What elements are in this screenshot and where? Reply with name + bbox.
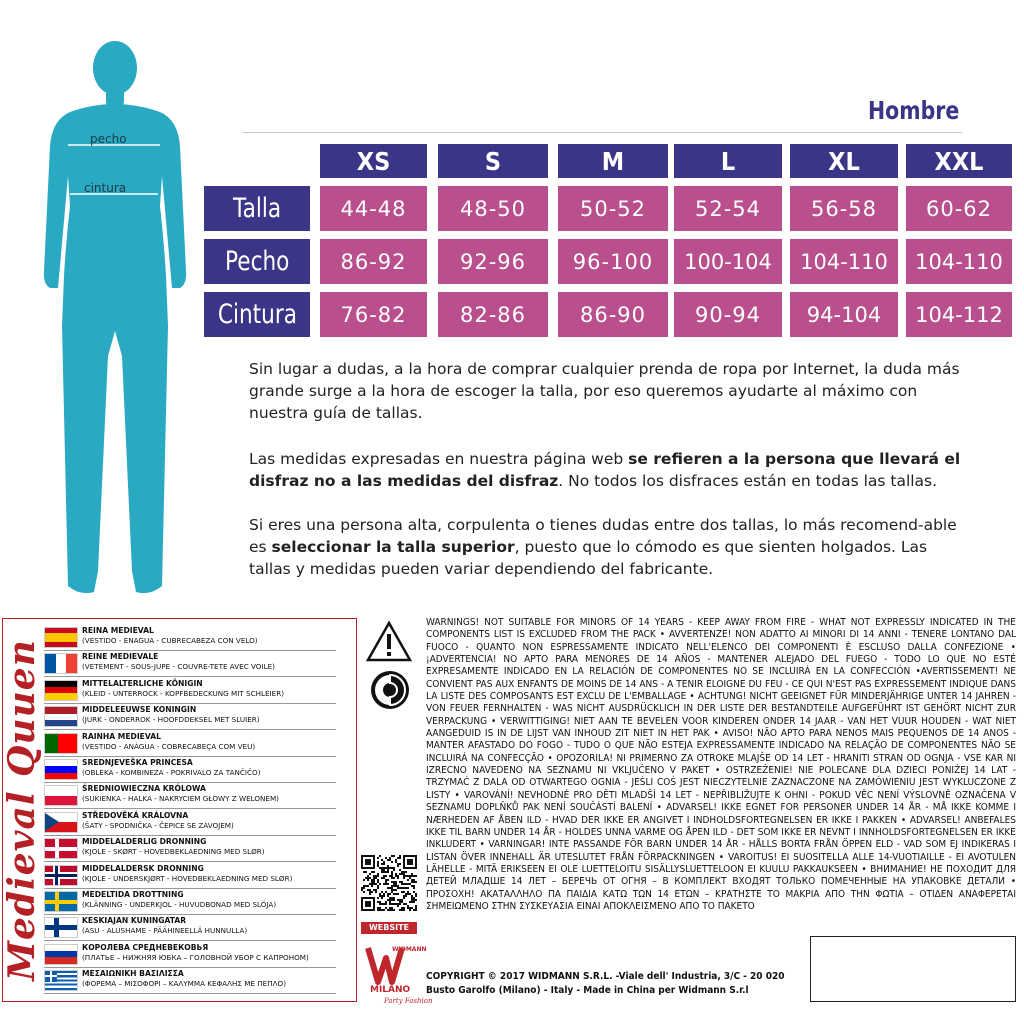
size-header-xl: XL (790, 144, 898, 178)
language-row-spain (44, 624, 336, 651)
language-product-name: RAINHA MEDIEVAL (82, 731, 161, 741)
language-product-contents: (VETEMENT - SOUS-JUPE - COUVRE-TETE AVEC VOILE) (82, 662, 275, 672)
chart-title: Hombre (868, 96, 960, 125)
website-badge: WEBSITE (361, 922, 417, 934)
language-product-contents: (OBLEKA - KOMBINEZA - POKRIVALO ZA TANČIČO) (82, 768, 261, 777)
flag-greece-icon (44, 970, 78, 991)
language-product-name: ŚREDNIOWIECZNA KRÓLOWA (82, 784, 206, 794)
language-product-name: MEDELTIDA DROTTNING (82, 890, 184, 899)
language-row-sweden (44, 888, 336, 915)
label-chest: pecho (90, 132, 127, 146)
language-row-slovenia (44, 756, 336, 783)
cell-pecho-xxl: 104-110 (906, 239, 1012, 284)
cell-cintura-xs: 76-82 (320, 292, 427, 337)
flag-russia-icon (44, 944, 78, 965)
cell-cintura-l: 90-94 (674, 292, 782, 337)
measures-text-a: Las medidas expresadas en nuestra página web (249, 450, 629, 468)
language-product-name: REINE MEDIEVALE (82, 652, 159, 662)
language-product-name: КОРОЛЕВА СРЕДНЕВЕКОВЬЯ (82, 942, 209, 952)
title-divider (242, 132, 962, 133)
flag-czech-icon (44, 812, 78, 833)
widmann-logo-icon (362, 942, 433, 1006)
cell-pecho-s: 92-96 (438, 239, 548, 284)
language-product-contents: (KJOLE - UNDERSKJØRT - HOVEDBEKLAEDNING MED SLØR) (82, 873, 293, 883)
language-product-name: MITTELALTERLICHE KÖNIGIN (82, 678, 203, 688)
language-row-russia (44, 941, 336, 968)
size-header-xs: XS (320, 144, 427, 178)
copyright-line-2: Busto Garolfo (Milano) - Italy - Made in China per Widmann S.r.l (426, 985, 749, 996)
flag-spain-icon (44, 627, 78, 648)
language-product-name: SREDNJEVEŠKA PRINCESA (82, 758, 193, 767)
intro-paragraph: Sin lugar a dudas, a la hora de comprar cualquier prenda de ropa por Internet, la duda más grande surge a la hora de escoger la talla, por eso queremos ayudarte al máximo con nuestra guía de tallas. (249, 360, 960, 422)
flag-finland-icon (44, 917, 78, 938)
language-product-contents: (KJOLE - SKØRT - HOVEDBEKLAEDNING MED SLØR) (82, 847, 265, 857)
row-label-cintura: Cintura (204, 292, 310, 337)
barcode-empty-box (810, 936, 1016, 1002)
advice-paragraph (249, 514, 969, 580)
cell-talla-xxl: 60-62 (906, 186, 1012, 231)
flag-sweden-icon (44, 891, 78, 912)
language-product-contents: (VESTIDO - ANÁGUA - COBRECABEÇA COM VEU) (82, 741, 256, 751)
flag-poland-icon (44, 785, 78, 806)
measures-paragraph (249, 448, 969, 492)
language-product-contents: (ПЛАТЬЕ – НИЖНЯЯ ЮБКА – ГОЛОВНОЙ УБОР С КАПРОНОМ) (82, 952, 309, 962)
safety-warnings-text: WARNINGS! NOT SUITABLE FOR MINORS OF 14 YEARS - KEEP AWAY FROM FIRE - WHAT NOT EXPRESSLY INDICATED IN THE COMPONENTS LIST IS EXCLUDED FROM THE PACK • AVVERTENZE! NON ADATTO AI MINORI DI 14 ANNI - TENERE LONTANO DAL FUOCO - QUANTO NON ESPRESSAMENTE INDICATO NELL'ELENCO DEI COMPONENTI È ESCLUSO DALLA CONFEZIONE • ¡ADVERTENCIA! NO APTO PARA MENORES DE 14 AÑOS - MANTENER ALEJADO DEL FUEGO - TODO LO QUE NO ESTÉ EXPRESAMENTE INDICADO EN LA RELACIÓN DE COMPONENTES NO SE INCLUIRÁ EN LA CONFECCIÓN •AVERTISSEMENT! NE CONVIENT PAS AUX ENFANTS DE MOINS DE 14 ANS - A TENIR ELOIGNE DU FEU - CE QUI N'EST PAS EXPRESSEMENT INDIQUE DANS LA LISTE DES COMPOSANTS EST EXCLU DE L'EMBALLAGE • ACHTUNG! NICHT GEEIGNET FÜR MINDERJÄHRIGE UNTER 14 JAHREN - VON FEUER FERNHALTEN - WAS NICHT AUSDRÜCKLICH IN DER LISTE DER BESTANDTEILE AUFGEFÜHRT IST GEHÖRT NICHT ZUR VERPACKUNG • VERWITTIGING! NIET AAN TE BEVELEN VOOR KINDEREN ONDER 14 JAAR - VAN HET VUUR HOUDEN - WAT NIET AANGEDUID IS IN DE LIJST VAN INHOUD ZIT NIET IN HET PAK • AVISO! NÃO APTO PARA NENOS MAIS PEQUENOS DE 14 ANOS - MANTER AFASTADO DO FOGO - TUDO O QUE NÃO ESTEJA EXPRESSAMENTE INDICADO NA RELAÇÃO DE COMPONENTES NÃO SE INCLUIRÁ NA CONFECÇÃO • OPOZORILA! NI PRIMERNO ZA OTROKE MLAJŠE OD 14 LET - HRANITI STRAN OD OGNJA - VSE KAR NI IZRECNO NAVEDENO NA SEZNAMU NI VKLJUČENO V PAKET • OSTRZEŻENIE! NIE POLECANE DLA DZIECI PONIŻEJ 14 LAT - TRZYMAĆ Z DALA OD OTWARTEGO OGNIA - JEŚLI COŚ JEST NIECZYTELNIE ZAZNACZONE NA ZAMÓWIENIU JEST WYKLUCZONE Z LISTY • VAROVÁNÍ! NEVHODNÉ PRO DĚTI MLADŠÍ 14 LET - NEPŘIBLIŽUJTE K OHNI - POKUD VĚC NENÍ VÝSLOVNĚ OZNAČENA V SEZNAMU DOPLŇKŮ PAK NENÍ SOUČÁSTÍ BALENÍ • ADVARSEL! IKKE EGNET FOR PERSONER UNDER 14 ÅR - MÅ IKKE KOMME I NÆRHEDEN AF ÅBEN ILD - HVAD DER IKKE ER ANGIVET I INDHOLDSFORTEGNELSEN ER IKKE I PAKKEN • ADVARSEL! ANBEFALES IKKE TIL BARN UNDER 14 ÅR - HOLDES UNNA VARME OG ÅPEN ILD - DET SOM IKKE ER NEVNT I INNHOLDSFORTEGNELSEN ER IKKE INKLUDERT • VARNINGAR! INTE PASSANDE FÖR BARN UNDER 14 ÅR - HÅLLS BORTA FRÅN ÖPPEN ELD - VAD SOM EJ INDIKERAS I LISTAN ÖVER INNEHALL ÄR UTESLUTET FRÅN FÖRPACKNINGEN • VAROITUS! EI SUOSITELLA ALLE 14-VUOTIAILLE - EI AVOTULEN LÄHELLE - MITÄ ERIKSEEN EI OLE LUETTELOITU SISÄLLYSLUETTELOON EI KUULU PAKKAUKSEEN • ВНИМАНИЕ! НЕ ПОХОДИТ ДЛЯ ДЕТЕЙ МЛАДШЕ 14 ЛЕТ – БЕРЕЧЬ ОТ ОГНЯ – В КОМПЛЕКТ ВХОДЯТ ТОЛЬКО ПОМЕЧЕННЫЕ НА УПАКОВКЕ ДЕТАЛИ • ΠΡΟΣΟΧΗ! ΑΚΑΤΑΛΛΗΛΟ ΠΑ ΠΑΙΔΙΑ ΚΑΤΩ ΤΩΝ 14 ΕΤΩΝ – ΚΡΑΤΗΣΤΕ ΤΟ ΜΑΚΡΙΑ ΑΠΟ ΤΗΝ ΦΩΤΙΑ – ΟΤΙΔΕΝ ΑΝΑΦΕΡΕΤΑΙ ΣΗΜΕΙΩΜΕΝΟ ΣΤΗΝ ΣΥΣΚΕΥΑΣΙΑ ΕΙΝΑΙ ΑΠΟΚΛΕΙΣΜΕΝΟ ΑΠΟ ΤΟ ΠΑΚΕΤΟ (426, 617, 1016, 912)
language-product-name: MIDDELEEUWSE KONINGIN (82, 705, 197, 715)
row-label-talla: Talla (204, 186, 310, 231)
language-row-norway (44, 862, 336, 889)
language-product-contents: (ΦΟΡΕΜΑ – ΜΙΣΟΦΟΡΙ – ΚΑΛΥΜΜΑ ΚΕΦΑΛΗΣ ΜΕ ΠΕΠΛΟ) (82, 979, 287, 989)
flag-slovenia-icon (44, 759, 78, 780)
svg-text:MILANO: MILANO (370, 985, 411, 995)
language-product-contents: (ŠATY - SPODNIČKA - ČEPICE SE ZÁVOJEM) (82, 820, 234, 830)
label-waist: cintura (84, 181, 127, 195)
cell-pecho-l: 100-104 (674, 239, 782, 284)
copyright-line-1: COPYRIGHT © 2017 WIDMANN S.R.L. -Viale dell' Industria, 3/C - 20 020 (426, 971, 785, 982)
cell-talla-xs: 44-48 (320, 186, 427, 231)
language-row-portugal (44, 730, 336, 757)
language-product-contents: (KLEID - UNTERROCK - KOPFBEDECKUNG MIT SCHLEIER) (82, 688, 285, 698)
language-row-france (44, 650, 336, 677)
brand-vertical-title: Medieval Quuen (1, 639, 43, 981)
language-row-poland (44, 782, 336, 809)
flag-germany-icon (44, 680, 78, 701)
flag-norway-icon (44, 865, 78, 886)
language-product-contents: (JURK - ONDERROK - HOOFDDEKSEL MET SLUIER) (82, 715, 260, 725)
language-row-finland (44, 914, 336, 941)
body-silhouette-icon (40, 26, 190, 600)
language-row-greece (44, 967, 336, 994)
flag-portugal-icon (44, 733, 78, 754)
row-label-pecho: Pecho (204, 239, 310, 284)
language-row-denmark (44, 835, 336, 862)
language-product-contents: (SUKIENKA - HALKA - NAKRYCIEM GŁOWY Z WELONEM) (82, 794, 279, 804)
advice-text-c: , puesto que lo cómodo es que sienten holgados. Las tallas y medidas pueden variar dependiendo del fabricante. (249, 538, 928, 578)
language-product-name: STŘEDOVĚKÁ KRÁLOVNA (82, 810, 189, 820)
warning-triangle-icon (366, 620, 412, 662)
flag-denmark-icon (44, 838, 78, 859)
language-row-czech (44, 809, 336, 836)
size-header-s: S (438, 144, 548, 178)
cell-cintura-xxl: 104-112 (906, 292, 1012, 337)
advice-text-bold: seleccionar la talla superior (271, 538, 515, 556)
cell-talla-s: 48-50 (438, 186, 548, 231)
measures-text-bold: se refieren a la persona que llevará el disfraz no a las medidas del disfraz (249, 450, 961, 490)
language-product-contents: (ASU - ALUSHAME - PÄÄHINEELLÄ HUNNULLA) (82, 926, 248, 936)
measures-text-c: . No todos los disfraces están en todas las tallas. (558, 472, 938, 490)
cell-cintura-s: 82-86 (438, 292, 548, 337)
language-product-name: KESKIAJAN KUNINGATAR (82, 916, 187, 926)
language-product-contents: (VESTIDO - ENAGUA - CUBRECABEZA CON VELO) (82, 636, 258, 645)
language-product-name: MIDDELALDERLIG DRONNING (82, 837, 207, 847)
flag-france-icon (44, 653, 78, 674)
language-product-name: ΜΕΣΑΙΩΝΙΚΗ ΒΑΣΙΛΙΣΣΑ (82, 969, 184, 979)
size-header-l: L (674, 144, 782, 178)
svg-text:Party Fashion: Party Fashion (384, 997, 433, 1005)
cell-cintura-xl: 94-104 (790, 292, 898, 337)
cell-cintura-m: 86-90 (558, 292, 668, 337)
cell-pecho-xl: 104-110 (790, 239, 898, 284)
language-row-netherlands (44, 703, 336, 730)
language-row-germany (44, 677, 336, 704)
size-header-xxl: XXL (906, 144, 1012, 178)
language-product-name: MIDDELALDERSK DRONNING (82, 863, 204, 873)
size-header-m: M (558, 144, 668, 178)
advice-text-a: Si eres una persona alta, corpulenta o tienes dudas entre dos tallas, lo más recomend-able es (249, 516, 957, 556)
cell-pecho-xs: 86-92 (320, 239, 427, 284)
qr-code-icon (361, 855, 417, 911)
green-dot-recycle-icon (370, 670, 410, 710)
cell-talla-m: 50-52 (558, 186, 668, 231)
copyright-text (426, 970, 806, 998)
cell-pecho-m: 96-100 (558, 239, 668, 284)
cell-talla-l: 52-54 (674, 186, 782, 231)
language-product-contents: (KLÄNNING - UNDERKJOL - HUVUDBONAD MED SLÖJA) (82, 900, 277, 909)
svg-text:WIDMANN: WIDMANN (392, 946, 427, 953)
flag-netherlands-icon (44, 706, 78, 727)
language-product-name: REINA MEDIEVAL (82, 626, 154, 635)
cell-talla-xl: 56-58 (790, 186, 898, 231)
